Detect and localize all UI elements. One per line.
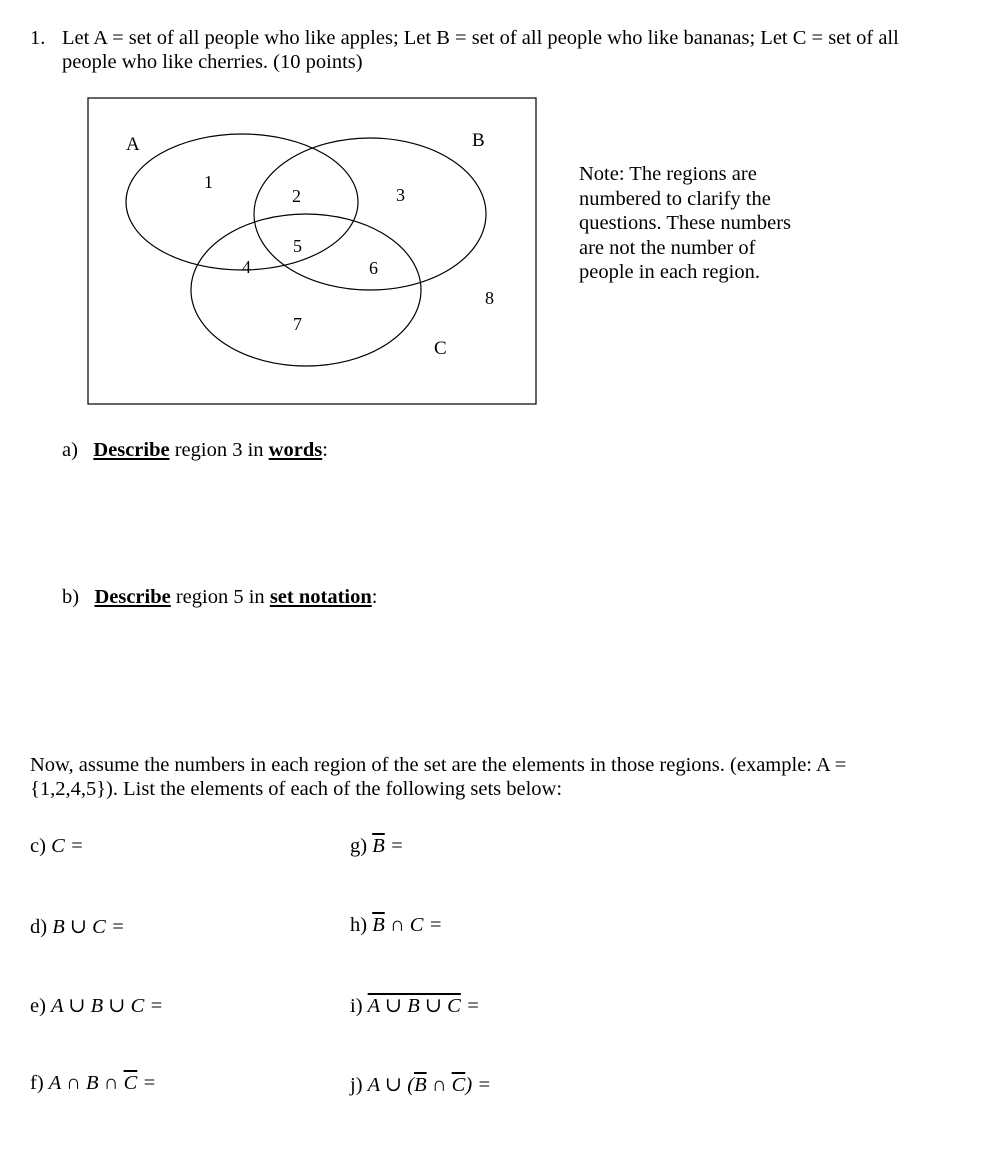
question-e — [30, 993, 163, 1018]
part-b-question — [62, 585, 377, 609]
question-j-complement-c: $\overline{C}$ — [451, 1074, 466, 1096]
instructions-line1: Now, assume the numbers in each region of the set are the elements in those regions. (example: A = — [30, 754, 847, 776]
question-f — [30, 1072, 156, 1095]
question-f-expr: A ∩ B ∩ — [48, 1072, 124, 1094]
question-h-complement: $\overline{B}$ — [372, 914, 385, 936]
region-3-label: 3 — [396, 185, 405, 205]
note-line: Note: The regions are — [579, 163, 757, 185]
question-j — [350, 1072, 491, 1097]
question-e-label: e) — [30, 995, 46, 1017]
region-2-label: 2 — [292, 186, 301, 206]
note-line: numbered to clarify the — [579, 187, 771, 210]
question-g-complement: $\overline{B}$ — [372, 835, 385, 857]
question-c-label: c) — [30, 835, 46, 857]
part-a-mid: region 3 in — [169, 439, 269, 461]
question-f-eq: = — [137, 1072, 157, 1094]
question-j-post: ) = — [465, 1074, 492, 1096]
note-line: people in each region. — [579, 261, 761, 283]
instructions-line2: {1,2,4,5}). List the elements of each of the following sets below: — [30, 778, 563, 800]
part-b-set-notation: set notation — [269, 586, 372, 608]
note — [579, 162, 791, 285]
question-d — [30, 914, 125, 939]
part-a-question — [62, 438, 328, 462]
universal-set-box — [88, 98, 536, 404]
region-8-label: 8 — [485, 288, 494, 308]
set-a-label: A — [126, 134, 140, 155]
question-e-expr: A ∪ B ∪ C = — [51, 995, 164, 1017]
question-i — [350, 993, 480, 1018]
question-g-eq: = — [384, 835, 404, 857]
part-a-describe: Describe — [93, 439, 170, 461]
note-line: questions. These numbers — [579, 212, 791, 234]
question-j-label: j) — [350, 1074, 363, 1096]
set-b-label: B — [472, 130, 485, 151]
set-c-label: C — [434, 338, 447, 359]
part-b-describe: Describe — [94, 586, 171, 608]
venn-diagram — [0, 0, 1006, 420]
question-f-complement: $\overline{C}$ — [123, 1072, 138, 1094]
part-a-end: : — [322, 439, 328, 461]
region-7-label: 7 — [293, 314, 302, 334]
set-a-ellipse — [126, 134, 358, 270]
question-j-complement-b: $\overline{B}$ — [414, 1074, 427, 1096]
question-h-label: h) — [350, 914, 368, 936]
question-f-label: f) — [30, 1072, 44, 1094]
question-h — [350, 914, 442, 937]
region-6-label: 6 — [369, 258, 378, 278]
question-d-label: d) — [30, 916, 48, 938]
part-b-mid: region 5 in — [170, 586, 270, 608]
region-4-label: 4 — [242, 257, 251, 277]
question-h-rest: ∩ C = — [384, 914, 443, 936]
set-c-ellipse — [191, 214, 421, 366]
question-c-expr: C = — [51, 835, 84, 857]
question-i-complement: A ∪ B ∪ C — [367, 995, 461, 1017]
part-a-label: a) — [62, 439, 78, 461]
part-a-words: words — [268, 439, 323, 461]
region-5-label: 5 — [293, 236, 302, 256]
part-b-end: : — [371, 586, 378, 608]
question-i-label: i) — [350, 995, 363, 1017]
question-j-mid: ∩ — [426, 1074, 452, 1096]
question-j-pre: A ∪ ( — [367, 1074, 415, 1096]
question-g — [350, 835, 404, 858]
question-i-eq: = — [460, 995, 480, 1017]
question-g-label: g) — [350, 835, 368, 857]
problem-statement-line2: people who like cherries. (10 points) — [62, 51, 363, 73]
region-1-label: 1 — [204, 172, 213, 192]
part-b-label: b) — [62, 586, 80, 608]
question-c — [30, 835, 84, 858]
note-line: are not the number of — [579, 236, 756, 259]
problem-statement-line1: Let A = set of all people who like apples; Let B = set of all people who like bananas; Let C = set of all — [62, 27, 899, 49]
question-d-expr: B ∪ C = — [52, 916, 125, 938]
problem-number: 1. — [30, 27, 46, 49]
